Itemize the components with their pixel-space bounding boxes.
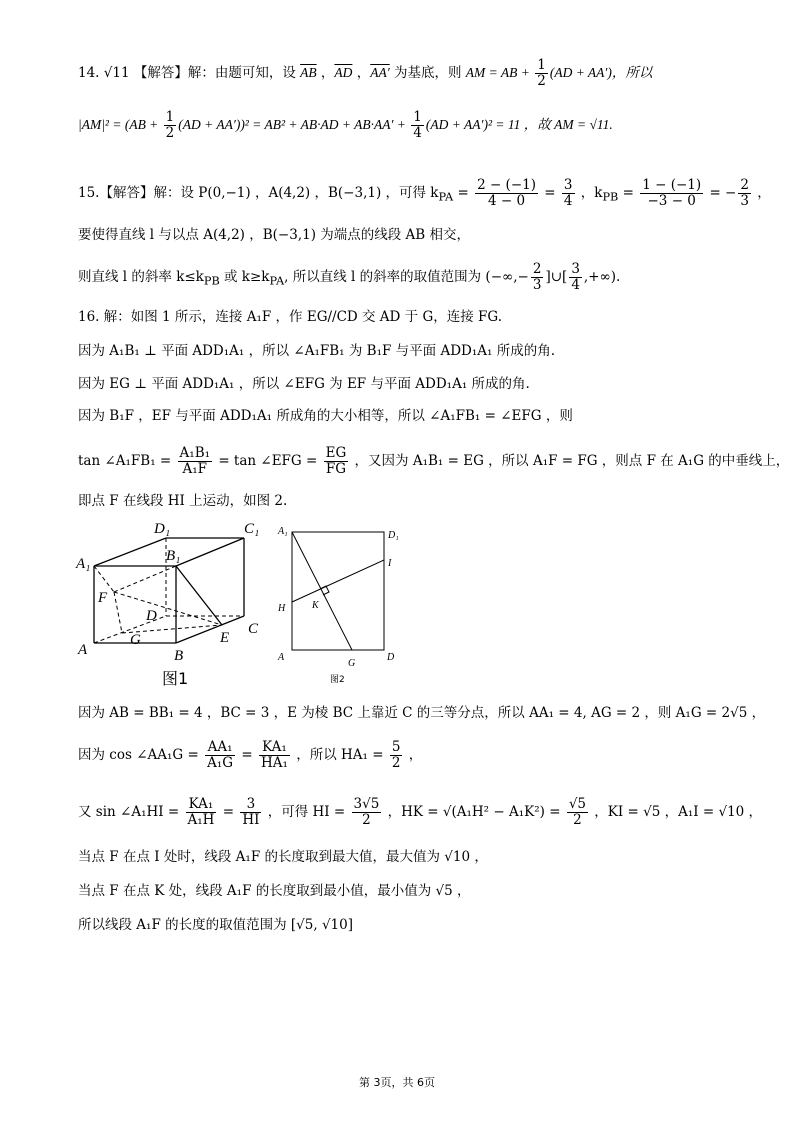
expr: (AD + AA′)，所以 bbox=[549, 65, 653, 80]
fraction bbox=[186, 797, 217, 828]
label-c: C bbox=[248, 621, 259, 637]
label-i: I bbox=[388, 558, 392, 569]
figure1-cuboid bbox=[74, 516, 274, 691]
fraction bbox=[475, 178, 538, 209]
label-e: E bbox=[220, 630, 230, 646]
fraction bbox=[178, 446, 213, 477]
den: 4 − 0 bbox=[488, 193, 526, 209]
den: −3 − 0 bbox=[647, 193, 696, 209]
label-b1: B₁ bbox=[166, 548, 181, 564]
expr: |AM|² = (AB + bbox=[78, 117, 162, 132]
label-h: H bbox=[278, 603, 286, 614]
figure2-square bbox=[270, 520, 410, 690]
p16-line4: 因为 B₁F ，EF 与平面 ADD₁A₁ 所成角的大小相等，所以 ∠A₁FB₁ = ∠EFG ，则 bbox=[78, 408, 573, 424]
label-a1: A₁ bbox=[278, 526, 288, 537]
num: √5 bbox=[568, 796, 587, 812]
den: 2 bbox=[537, 73, 546, 89]
num: 1 bbox=[537, 57, 546, 73]
num: A₁B₁ bbox=[179, 445, 211, 461]
label-d: D bbox=[146, 608, 157, 624]
square bbox=[292, 532, 384, 650]
den: HA₁ bbox=[260, 755, 288, 771]
fraction bbox=[531, 262, 544, 293]
den: 2 bbox=[362, 812, 371, 828]
p15-line2: 要使得直线 l 与以点 A(4,2) ，B(−3,1) 为端点的线段 AB 相交， bbox=[78, 227, 471, 243]
num: 3 bbox=[240, 797, 261, 813]
text: ，可得 HI = bbox=[263, 804, 350, 820]
num: 1 − (−1) bbox=[642, 177, 702, 193]
fraction bbox=[640, 178, 703, 209]
segment-a1g bbox=[292, 532, 352, 650]
label-g: G bbox=[130, 632, 141, 648]
figure2-caption: 图2 bbox=[330, 675, 345, 685]
text: tan ∠A₁FB₁ = bbox=[78, 453, 176, 469]
text: ,+∞). bbox=[583, 269, 621, 285]
den: 3 bbox=[740, 193, 749, 209]
num: KA₁ bbox=[186, 797, 217, 813]
expr: AM = AB + bbox=[465, 65, 534, 80]
num: 3√5 bbox=[353, 796, 380, 812]
label-k: K bbox=[312, 600, 319, 611]
figure1-caption: 图1 bbox=[162, 669, 189, 688]
num: 3 bbox=[563, 177, 573, 193]
den: 2 bbox=[165, 125, 175, 141]
label-d1: D₁ bbox=[388, 530, 399, 541]
num: 5 bbox=[391, 739, 401, 755]
text: 15.【解答】解：设 P(0,−1) ，A(4,2) ，B(−3,1) ，可得 k bbox=[78, 185, 439, 201]
text: , 所以直线 l 的斜率的取值范围为 (−∞,− bbox=[284, 269, 529, 285]
expr: (AD + AA′))² = AB² + AB·AD + AB·AA′ + bbox=[178, 117, 410, 132]
sub: PB bbox=[203, 274, 220, 288]
sub: PB bbox=[602, 190, 619, 204]
num: 1 bbox=[165, 109, 175, 125]
expr: (AD + AA′)² = 11 ，故 AM = √11. bbox=[425, 117, 613, 132]
den: A₁F bbox=[182, 461, 208, 477]
label-c1: C₁ bbox=[244, 521, 260, 537]
fraction bbox=[562, 178, 575, 209]
fraction bbox=[352, 797, 382, 828]
fraction bbox=[240, 797, 261, 828]
den: 2 bbox=[573, 812, 582, 828]
p16-line6: 即点 F 在线段 HI 上运动，如图 2. bbox=[78, 493, 288, 509]
p16-line5 bbox=[78, 446, 789, 477]
p16-line1: 16. 解：如图 1 所示，连接 A₁F ，作 EG//CD 交 AD 于 G，连接 FG. bbox=[78, 309, 502, 325]
text: ， bbox=[752, 185, 771, 201]
fraction bbox=[411, 110, 424, 141]
segment-fb1 bbox=[114, 566, 176, 592]
vector-ab: $\overline{AB}$ bbox=[300, 65, 317, 80]
text: ，又因为 A₁B₁ = EG ，所以 A₁F = FG ，则点 F 在 A₁G 的中垂线上， bbox=[350, 453, 790, 469]
p16-line7: 因为 AB = BB₁ = 4 ，BC = 3 ，E 为棱 BC 上靠近 C 的三等分点，所以 AA₁ = 4, AG = 2 ，则 A₁G = 2√5 ， bbox=[78, 705, 766, 721]
edge bbox=[176, 538, 244, 566]
text: = bbox=[218, 804, 239, 820]
p16-line12: 所以线段 A₁F 的长度的取值范围为 [√5, √10] bbox=[78, 917, 353, 933]
text: = bbox=[453, 185, 474, 201]
num: KA₁ bbox=[259, 740, 290, 756]
text: ，KI = √5 ，A₁I = √10 ， bbox=[590, 804, 763, 820]
p16-line2: 因为 A₁B₁ ⊥ 平面 ADD₁A₁ ，所以 ∠A₁FB₁ 为 B₁F 与平面 ADD₁A₁ 所成的角. bbox=[78, 343, 555, 359]
num: 1 bbox=[413, 109, 422, 125]
text: ， bbox=[352, 65, 371, 81]
sub: PA bbox=[269, 274, 285, 288]
p16-line3: 因为 EG ⊥ 平面 ADD₁A₁ ，所以 ∠EFG 为 EF 与平面 ADD₁A₁ 所成的角. bbox=[78, 376, 530, 392]
text: ]∪[ bbox=[545, 269, 568, 285]
den: A₁H bbox=[187, 812, 215, 828]
edge bbox=[176, 616, 244, 643]
p16-line10: 当点 F 在点 I 处时，线段 A₁F 的长度取到最大值，最大值为 √10 ， bbox=[78, 849, 488, 865]
p15-line3 bbox=[78, 262, 620, 293]
text: = tan ∠EFG = bbox=[214, 453, 322, 469]
text: 则直线 l 的斜率 k≤k bbox=[78, 269, 204, 285]
label-d: D bbox=[387, 652, 395, 663]
fraction bbox=[390, 740, 403, 771]
num: EG bbox=[325, 445, 347, 461]
segment-fg bbox=[114, 592, 122, 633]
den: 4 bbox=[571, 277, 580, 293]
text: ， bbox=[404, 747, 423, 763]
fraction bbox=[535, 58, 548, 89]
label-a: A bbox=[78, 642, 88, 658]
text: = − bbox=[705, 185, 737, 201]
fraction bbox=[205, 740, 235, 771]
num: AA₁ bbox=[205, 740, 235, 756]
fraction bbox=[324, 446, 349, 477]
p16-line8 bbox=[78, 740, 422, 771]
label-a1: A₁ bbox=[76, 556, 91, 572]
p14-line1 bbox=[78, 58, 652, 89]
fraction bbox=[569, 262, 582, 293]
text: = bbox=[618, 185, 639, 201]
fraction bbox=[259, 740, 290, 771]
text: ，k bbox=[576, 185, 603, 201]
p15-line1 bbox=[78, 178, 771, 209]
text: 14. √11 【解答】解：由题可知，设 bbox=[78, 65, 301, 81]
label-d1: D₁ bbox=[154, 521, 171, 537]
sub: PA bbox=[438, 190, 454, 204]
den: HI bbox=[242, 812, 260, 828]
vector-aa1: AA′ bbox=[370, 65, 390, 80]
text: 因为 cos ∠AA₁G = bbox=[78, 747, 204, 763]
fraction bbox=[738, 178, 751, 209]
text: ， bbox=[316, 65, 335, 81]
den: 2 bbox=[391, 755, 401, 771]
p16-line11: 当点 F 在点 K 处，线段 A₁F 的长度取到最小值，最小值为 √5 ， bbox=[78, 883, 471, 899]
text: 又 sin ∠A₁HI = bbox=[78, 804, 184, 820]
vector-ad: $\overline{AD}$ bbox=[334, 65, 353, 80]
text: 为基底，则 bbox=[389, 65, 466, 81]
text: ，所以 HA₁ = bbox=[291, 747, 388, 763]
label-g: G bbox=[348, 658, 356, 669]
p16-line9 bbox=[78, 797, 762, 828]
den: FG bbox=[325, 461, 346, 477]
edge bbox=[94, 538, 166, 566]
label-b: B bbox=[174, 648, 184, 664]
num: 2 bbox=[532, 261, 542, 277]
segment-a1f bbox=[94, 566, 114, 592]
den: 3 bbox=[532, 277, 542, 293]
text: = bbox=[540, 185, 560, 201]
text: ，HK = √(A₁H² − A₁K²) = bbox=[383, 804, 565, 820]
text: = bbox=[237, 747, 257, 763]
num: 3 bbox=[571, 261, 580, 277]
text: 或 k≥k bbox=[219, 269, 270, 285]
label-f: F bbox=[98, 590, 108, 606]
p14-line2 bbox=[78, 110, 613, 141]
den: A₁G bbox=[207, 755, 234, 771]
fraction bbox=[164, 110, 177, 141]
den: 4 bbox=[563, 193, 573, 209]
num: 2 − (−1) bbox=[477, 177, 536, 193]
num: 2 bbox=[740, 177, 749, 193]
page-footer: 第 3页，共 6页 bbox=[359, 1076, 435, 1089]
segment-fe bbox=[114, 592, 222, 625]
label-a: A bbox=[278, 652, 285, 663]
segment-hi bbox=[292, 560, 384, 602]
fraction bbox=[567, 797, 588, 828]
den: 4 bbox=[413, 125, 422, 141]
